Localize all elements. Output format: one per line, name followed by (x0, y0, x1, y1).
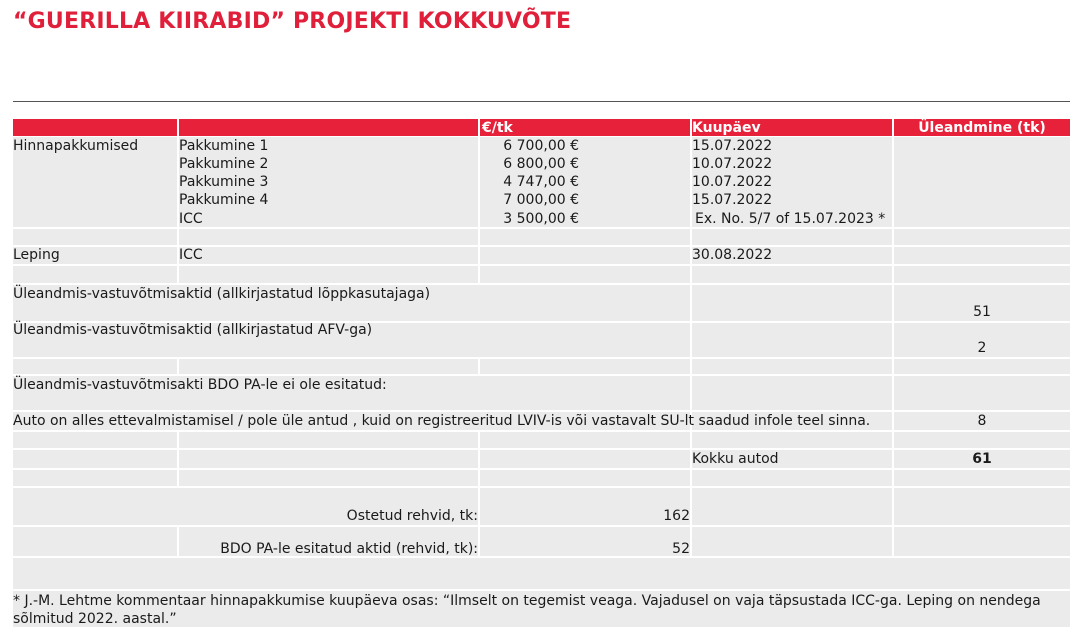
offer-date: 10.07.2022 (692, 174, 773, 190)
header-cell-item (179, 119, 478, 136)
row-bg (894, 229, 1070, 245)
total-label: Kokku autod (692, 451, 779, 467)
row-bg (179, 450, 478, 468)
acts-afv-label: Üleandmis-vastuvõtmisaktid (allkirjastatud AFV-ga) (13, 322, 373, 338)
row-bg (480, 266, 690, 283)
row-bg (692, 470, 892, 486)
row-bg (480, 450, 690, 468)
acts-afv-value: 2 (977, 340, 987, 356)
row-bg (13, 558, 1070, 589)
row-bg (480, 229, 690, 245)
offers-label: Hinnapakkumised (13, 138, 139, 154)
tires-bought-value: 162 (663, 508, 690, 524)
row-bg (894, 432, 1070, 448)
row-bg (13, 359, 177, 374)
row-bg (692, 359, 892, 374)
title-divider (13, 101, 1070, 102)
row-bg (692, 376, 892, 410)
row-bg (692, 488, 892, 525)
contract-name: ICC (179, 247, 203, 263)
acts-missing-label: Üleandmis-vastuvõtmisakti BDO PA-le ei ole esitatud: (13, 377, 387, 393)
in-prep-label: Auto on alles ettevalmistamisel / pole üle antud , kuid on registreeritud LVIV-is või vastavalt SU-lt saadud infole teel sinna. (13, 413, 871, 429)
row-bg (13, 266, 177, 283)
offer-name: ICC (179, 211, 203, 227)
row-bg (692, 285, 892, 321)
row-bg (692, 527, 892, 556)
row-bg (179, 229, 478, 245)
offer-date: 10.07.2022 (692, 156, 773, 172)
row-bg (894, 376, 1070, 410)
row-bg (894, 527, 1070, 556)
row-bg (13, 527, 177, 556)
row-bg (692, 266, 892, 283)
offer-price: 6 700,00 € (503, 138, 579, 154)
offer-date: 15.07.2022 (692, 192, 773, 208)
row-bg (894, 266, 1070, 283)
offer-name: Pakkumine 2 (179, 156, 269, 172)
row-bg (692, 432, 892, 448)
footnote-line-1: * J.-M. Lehtme kommentaar hinnapakkumise kuupäeva osas: “Ilmselt on tegemist veaga. Vajadusel on vaja täpsustada ICC-ga. Leping on nendega (13, 593, 1041, 609)
tires-bought-label: Ostetud rehvid, tk: (346, 508, 478, 524)
row-bg (692, 323, 892, 357)
row-bg (894, 137, 1070, 227)
row-bg (179, 359, 478, 374)
row-bg (480, 470, 690, 486)
row-bg (894, 359, 1070, 374)
tires-acts-value: 52 (672, 541, 690, 557)
offer-name: Pakkumine 1 (179, 138, 269, 154)
offer-name: Pakkumine 3 (179, 174, 269, 190)
offer-price: 7 000,00 € (503, 192, 579, 208)
row-bg (894, 470, 1070, 486)
row-bg (179, 470, 478, 486)
row-bg (179, 266, 478, 283)
row-bg (480, 359, 690, 374)
row-bg (179, 432, 478, 448)
header-price: €/tk (482, 120, 513, 136)
offer-price: 6 800,00 € (503, 156, 579, 172)
contract-label: Leping (13, 247, 60, 263)
row-bg (894, 488, 1070, 525)
row-bg (13, 450, 177, 468)
offer-date: Ex. No. 5/7 of 15.07.2023 * (695, 211, 886, 227)
row-bg (13, 229, 177, 245)
row-bg (13, 432, 177, 448)
header-handover: Üleandmine (tk) (918, 120, 1046, 136)
acts-enduser-value: 51 (973, 304, 991, 320)
row-bg (480, 432, 690, 448)
acts-enduser-label: Üleandmis-vastuvõtmisaktid (allkirjastatud lõppkasutajaga) (13, 286, 431, 302)
offer-date: 15.07.2022 (692, 138, 773, 154)
header-date: Kuupäev (692, 120, 761, 136)
contract-date: 30.08.2022 (692, 247, 773, 263)
footnote-line-2: sõlmitud 2022. aastal.” (13, 611, 177, 627)
total-value: 61 (972, 451, 992, 467)
row-bg (692, 229, 892, 245)
row-bg (894, 247, 1070, 264)
header-cell-label (13, 119, 177, 136)
page-title: “GUERILLA KIIRABID” PROJEKTI KOKKUVÕTE (13, 9, 572, 34)
offer-price: 3 500,00 € (503, 211, 579, 227)
offer-name: Pakkumine 4 (179, 192, 269, 208)
row-bg (13, 470, 177, 486)
row-bg (179, 247, 478, 264)
row-bg (480, 247, 690, 264)
offer-price: 4 747,00 € (503, 174, 579, 190)
in-prep-value: 8 (977, 413, 987, 429)
tires-acts-label: BDO PA-le esitatud aktid (rehvid, tk): (220, 541, 478, 557)
